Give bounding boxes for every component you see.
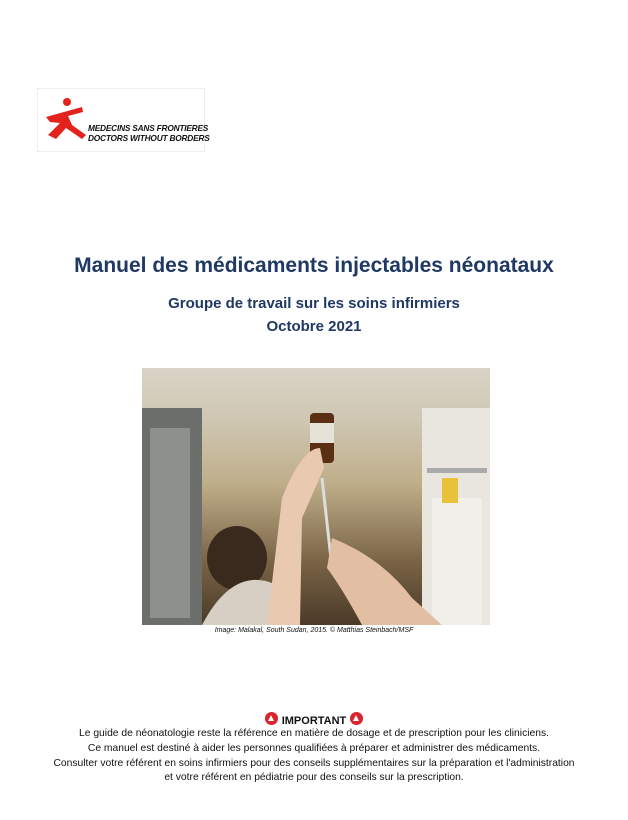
- photo-caption: Image: Malakal, South Sudan, 2015. © Matthias Steinbach/MSF: [214, 627, 414, 634]
- msf-runner-icon: [42, 95, 88, 143]
- msf-logo: [37, 88, 210, 152]
- date: Octobre 2021: [266, 318, 362, 335]
- cover-photo: [142, 368, 490, 625]
- important-text: [0, 727, 628, 786]
- important-label: IMPORTANT: [281, 715, 347, 727]
- important-line: Le guide de néonatologie reste la référence en matière de dosage et de prescription pour les cliniciens.: [79, 728, 549, 739]
- important-heading: [0, 712, 628, 727]
- warning-icon: [265, 712, 278, 725]
- important-line: Consulter votre référent en soins infirmiers pour des conseils supplémentaires sur la préparation et l'administration: [53, 757, 575, 769]
- page-title: Manuel des médicaments injectables néonataux: [74, 254, 554, 277]
- important-line: Ce manuel est destiné à aider les personnes qualifiées à préparer et administrer des médicaments.: [87, 742, 541, 754]
- logo-text-en: DOCTORS WITHOUT BORDERS: [88, 133, 210, 143]
- warning-icon: [350, 712, 363, 725]
- logo-text-fr: MEDECINS SANS FRONTIERES: [88, 123, 209, 133]
- important-line: et votre référent en pédiatrie pour des conseils sur la prescription.: [164, 772, 464, 784]
- subtitle: Groupe de travail sur les soins infirmiers: [168, 295, 460, 312]
